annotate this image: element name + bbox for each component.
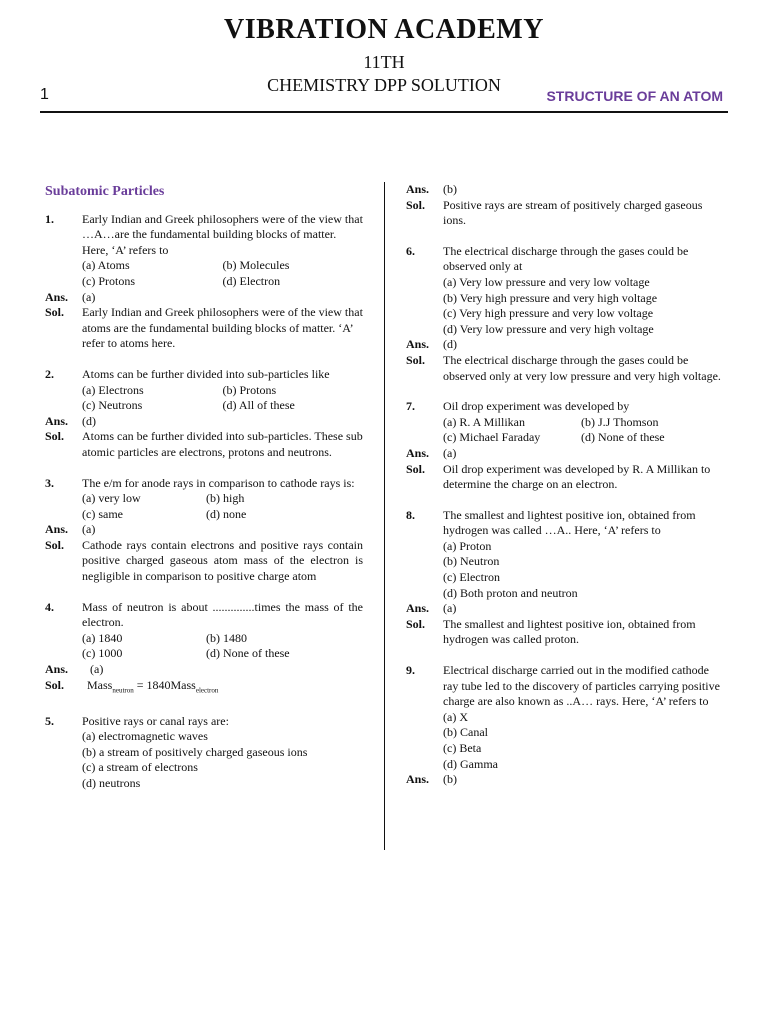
question-text: The e/m for anode rays in comparison to cathode rays is: [82,475,355,490]
solution: Atoms can be further divided into sub-particles. These sub atomic particles are electrons, protons and neutrons. [82,429,363,459]
answer: (a) [443,601,457,616]
sol-label: Sol. [45,429,65,444]
option-c: (c) Protons [82,273,135,288]
topic-label: STRUCTURE OF AN ATOM [546,88,723,104]
header-rule [40,111,728,113]
option-b: (b) Very high pressure and very high voltage [443,290,658,305]
options [406,275,724,337]
options [406,710,724,772]
ans-label: Ans. [406,182,430,196]
document-title: VIBRATION ACADEMY [224,14,544,45]
question-5 [45,714,363,792]
option-b: (b) a stream of positively charged gaseous ions [82,744,308,759]
option-d: (d) Gamma [443,756,498,771]
sol-label: Sol. [45,677,65,692]
option-b: (b) Molecules [222,258,290,273]
option-d: (d) None of these [206,646,290,661]
option-a: (a) Very low pressure and very low voltage [443,274,650,289]
solution: The electrical discharge through the gases could be observed only at very low pressure and very high voltage. [443,352,721,383]
ans-label: Ans. [45,662,69,677]
question-1 [45,212,363,352]
ans-label: Ans. [45,413,69,428]
question-text: Positive rays or canal rays are: [82,713,229,728]
answer: (a) [443,445,457,460]
sol-label: Sol. [45,305,65,320]
answer: (a) [82,289,96,304]
option-d: (d) All of these [222,398,295,413]
equation-rhs: = 1840Mass [133,677,196,692]
sol-label: Sol. [406,197,426,212]
option-a: (a) 1840 [82,630,123,645]
ans-label: Ans. [406,772,430,787]
option-c: (c) Neutrons [82,398,143,413]
option-c: (c) Very high pressure and very low voltage [443,306,654,321]
solution-equation [82,678,363,699]
answer: (a) [90,662,104,677]
question-3 [45,476,363,585]
option-b: (b) J.J Thomson [581,414,659,429]
ans-label: Ans. [406,601,430,616]
option-c: (c) Electron [443,570,500,585]
solution: The smallest and lightest positive ion, obtained from hydrogen was called proton. [443,616,696,647]
options [45,729,363,791]
answer: (a) [82,522,96,537]
question-text: Oil drop experiment was developed by [443,399,630,414]
question-9 [406,663,724,788]
ans-label: Ans. [406,337,430,352]
option-a: (a) X [443,709,468,724]
question-number: 1. [45,211,54,226]
option-b: (b) Protons [222,382,277,397]
solution: Positive rays are stream of positively charged gaseous ions. [443,197,703,228]
subscript-electron: electron [195,686,219,695]
option-c: (c) Beta [443,741,482,755]
option-a: (a) very low [82,491,141,506]
option-d: (d) neutrons [82,775,141,790]
ans-label: Ans. [45,289,69,304]
option-b: (b) high [206,491,245,506]
options [45,258,363,289]
option-d: (d) None of these [581,430,665,445]
options [406,539,724,601]
options [45,491,363,522]
options [45,383,363,414]
option-a: (a) Proton [443,538,492,553]
question-number: 6. [406,243,415,258]
sol-label: Sol. [45,537,65,552]
left-column [45,184,363,807]
option-b: (b) 1480 [206,630,247,645]
option-c: (c) Michael Faraday [443,430,541,445]
options [406,415,724,446]
section-title: Subatomic Particles [45,184,165,199]
answer: (b) [443,182,457,196]
question-4 [45,600,363,699]
solution: Oil drop experiment was developed by R. A Millikan to determine the charge on an electron. [443,461,711,492]
sol-label: Sol. [406,461,426,476]
solution: Early Indian and Greek philosophers were of the view that atoms are the fundamental building blocks of matter. ‘A’ refer to atoms here. [82,305,363,351]
answer: (d) [82,413,96,428]
question-number: 7. [406,399,415,414]
answer: (d) [443,337,457,352]
option-b: (b) Canal [443,725,488,740]
option-c: (c) same [82,506,123,521]
question-text: Atoms can be further divided into sub-particles like [82,366,330,381]
ans-label: Ans. [45,522,69,537]
sol-label: Sol. [406,616,426,631]
question-number: 5. [45,713,54,728]
option-a: (a) Electrons [82,382,144,397]
option-a: (a) electromagnetic waves [82,729,208,744]
solution: Cathode rays contain electrons and positive rays contain positive charged gaseous atom mass of the electron is negligible in comparison to positive charge atom [82,537,363,584]
answer: (b) [443,772,457,787]
question-number: 4. [45,599,54,614]
question-number: 9. [406,663,415,678]
question-7 [406,399,724,493]
option-c: (c) a stream of electrons [82,760,198,775]
question-text: The electrical discharge through the gases could be observed only at [443,243,689,274]
mass-term: Mass [87,677,113,692]
question-number: 3. [45,475,54,490]
question-text: Mass of neutron is about ..............times the mass of the electron. [82,599,363,630]
question-number: 2. [45,366,54,381]
option-b: (b) Neutron [443,554,500,569]
option-d: (d) Electron [222,273,281,288]
question-text: Electrical discharge carried out in the modified cathode ray tube led to the discovery of particles carrying positive charge are also known as ..A… rays. Here, ‘A’ refers to [443,663,720,709]
option-d: (d) none [206,506,247,521]
question-text: Early Indian and Greek philosophers were of the view that …A…are the fundamental building blocks of matter. Here, ‘A’ refers to [82,211,363,257]
page-number: 1 [40,86,49,103]
question-2 [45,367,363,461]
question-number: 8. [406,507,415,522]
question-5-continued [406,182,724,229]
document-subtitle: CHEMISTRY DPP SOLUTION [267,75,501,95]
sol-label: Sol. [406,352,426,367]
question-text: The smallest and lightest positive ion, obtained from hydrogen was called …A.. Here, ‘A’ refers to [443,507,696,538]
option-a: (a) Atoms [82,258,130,273]
ans-label: Ans. [406,445,430,460]
right-column [406,182,724,803]
question-8 [406,508,724,648]
column-divider [384,182,385,850]
option-c: (c) 1000 [82,646,123,661]
options [45,631,363,662]
option-a: (a) R. A Millikan [443,414,525,429]
option-d: (d) Both proton and neutron [443,585,578,600]
class-label: 11TH [363,52,405,72]
question-6 [406,244,724,384]
subscript-neutron: neutron [112,686,134,695]
option-d: (d) Very low pressure and very high voltage [443,321,654,336]
